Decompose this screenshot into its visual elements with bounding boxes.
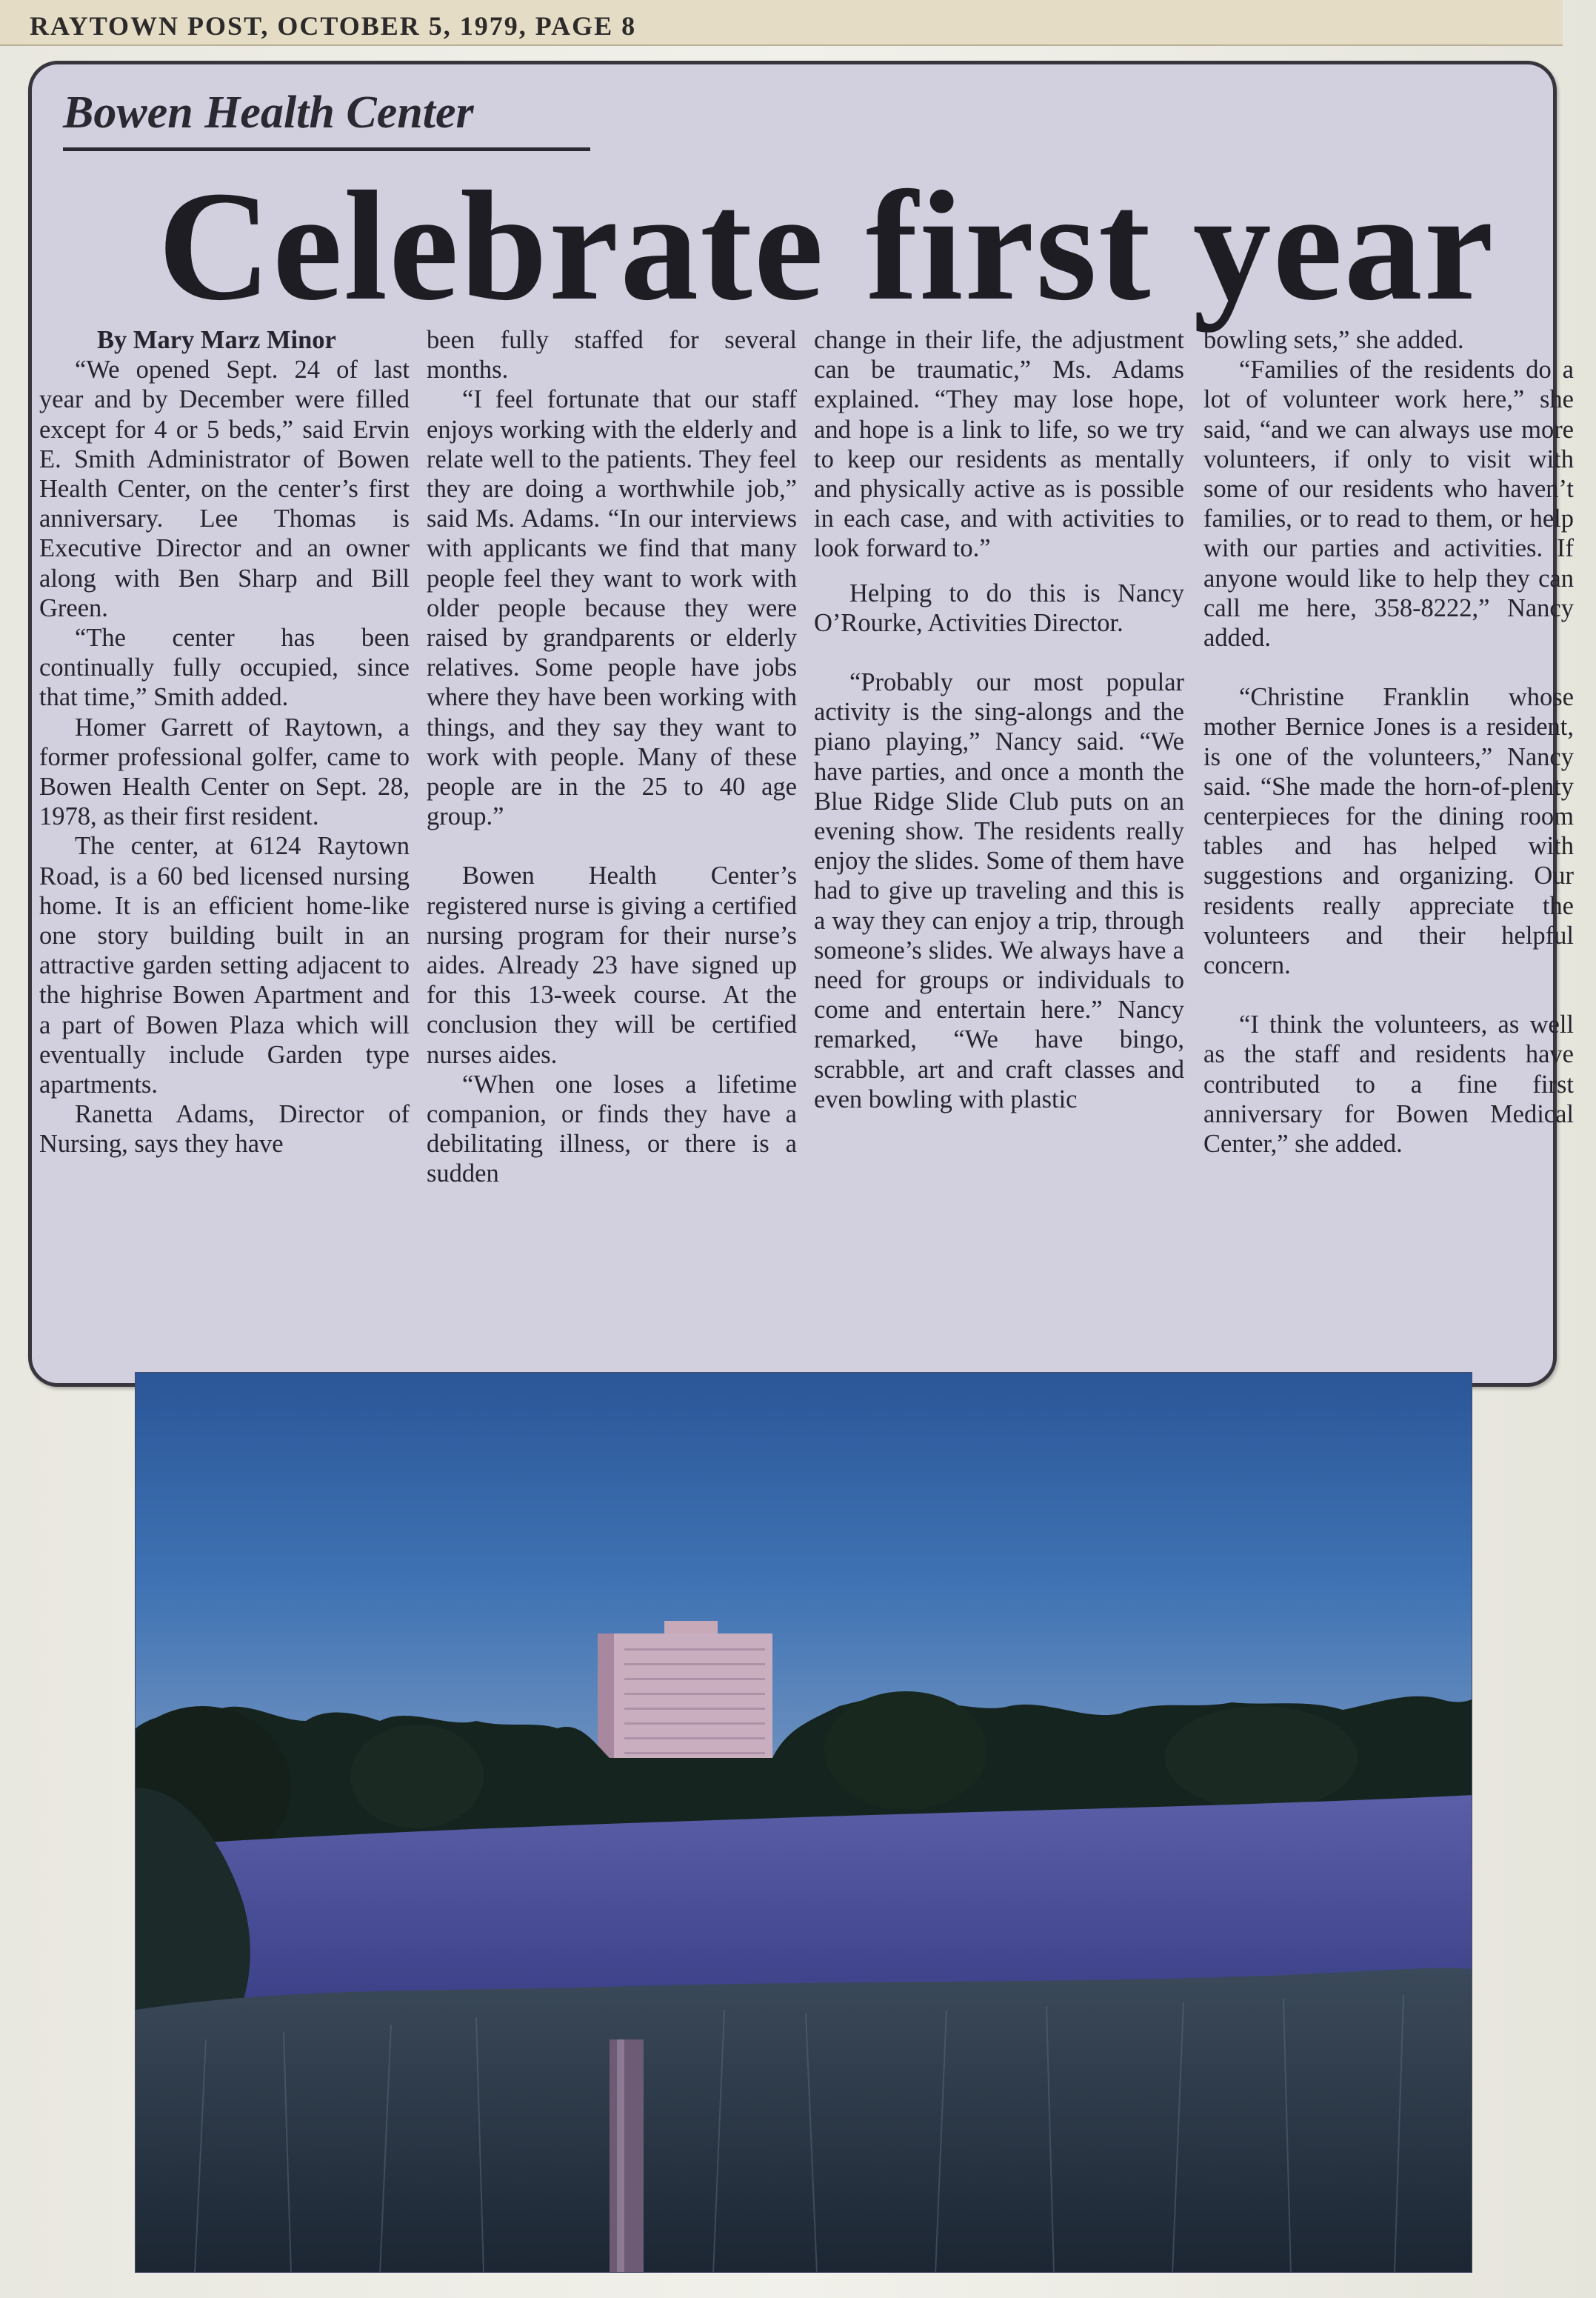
fence-post-highlight <box>617 2039 624 2273</box>
paragraph: “Probably our most popular activity is the sing-alongs and the piano playing,” Nancy said. “We have parties, and once a month the Blue Ridge Slide Club puts on an evening show. The residents really enjoy the slides. Some of them have had to give up traveling and this is a way they can enjoy a trip, through someone’s slides. We always have a need for groups or individuals to come and entertain here.” Nancy remarked, “We have bingo, scrabble, art and craft classes and even bowling with plastic <box>814 668 1184 1113</box>
paragraph-gap <box>1203 980 1574 1010</box>
headline: Celebrate first year <box>158 159 1495 333</box>
paragraph-gap <box>814 564 1184 579</box>
article-body <box>39 325 1574 1377</box>
tree <box>824 1691 987 1810</box>
byline: By Mary Marz Minor <box>97 326 336 354</box>
paragraph-gap <box>814 638 1184 667</box>
newspaper-header-strip <box>0 0 1563 46</box>
tree <box>1165 1706 1358 1810</box>
section-kicker: Bowen Health Center <box>63 87 474 138</box>
article-column-4 <box>1203 325 1574 1159</box>
paragraph-gap <box>1203 653 1574 682</box>
paragraph: “Christine Franklin whose mother Bernice Jones is a resident, is one of the volunteers,” Nancy said. “She made the horn-of-plenty centerpieces for the dining room tables and has helped with suggestions and organizing. Our residents really appreciate the volunteers and their helpful concern. <box>1203 683 1574 980</box>
highrise-building <box>598 1621 772 1774</box>
article-column-1 <box>39 325 410 1159</box>
paragraph: The center, at 6124 Raytown Road, is a 60 bed licensed nursing home. It is an efficient home-like one story building built in an attractive garden setting adjacent to the highrise Bowen Apartment and a part of Bowen Plaza which will eventually include Garden type apartments. <box>39 832 410 1099</box>
paragraph: bowling sets,” she added. <box>1203 326 1464 354</box>
article-column-2 <box>427 325 797 1189</box>
paragraph: change in their life, the adjustment can be traumatic,” Ms. Adams explained. “They may lose hope, and hope is a link to life, so we try to keep our residents as mentally and physically active as is possible in each case, and with activities to look forward to.” <box>814 326 1184 563</box>
paragraph: “I feel fortunate that our staff enjoys working with the elderly and relate well to the patients. They feel they are doing a worthwhile job,” said Ms. Adams. “In our interviews with applicants we find that many people feel they want to work with older people because they were raised by grandparents or elderly relatives. Some people have jobs where they have been working with things, and they say they want to work with people. Many of these people are in the 25 to 40 age group.” <box>427 385 797 831</box>
paragraph: “I think the volunteers, as well as the staff and residents have contributed to a fine first anniversary for Bowen Medical Center,” she added. <box>1203 1010 1574 1159</box>
paragraph: “We opened Sept. 24 of last year and by December were filled except for 4 or 5 beds,” said Ervin E. Smith Administrator of Bowen Health Center, on the center’s first anniversary. Lee Thomas is Executive Director and an owner along with Ben Sharp and Bill Green. <box>39 356 410 622</box>
paragraph: “Families of the residents do a lot of volunteer work here,” she said, “and we can always use more volunteers, if only to visit with some of our residents who haven’t families, or to read to them, or help with our parties and activities. If anyone would like to help they can call me here, 358-8222,” Nancy added. <box>1203 356 1574 653</box>
kicker-underline <box>63 147 590 151</box>
foreground-weeds <box>136 1968 1472 2273</box>
paragraph: Bowen Health Center’s registered nurse is giving a certified nursing program for their nurse’s aides. Already 23 have signed up for this 13-week course. At the conclusion they will be certified nurses aides. <box>427 862 797 1069</box>
landscape-photo <box>136 1373 1472 2273</box>
paragraph: been fully staffed for several months. <box>427 326 797 384</box>
paragraph: Ranetta Adams, Director of Nursing, says they have <box>39 1100 410 1159</box>
sky <box>136 1373 1472 1758</box>
paragraph: Helping to do this is Nancy O’Rourke, Activities Director. <box>814 579 1184 637</box>
paragraph: “When one loses a lifetime companion, or finds they have a debilitating illness, or there is a sudden <box>427 1070 797 1188</box>
photograph-bowen-apartments <box>135 1372 1472 2273</box>
fence-post <box>610 2039 644 2273</box>
page-header: RAYTOWN POST, OCTOBER 5, 1979, PAGE 8 <box>30 11 637 41</box>
tree <box>350 1725 484 1828</box>
paragraph: “The center has been continually fully occupied, since that time,” Smith added. <box>39 624 410 712</box>
newspaper-clipping <box>28 61 1574 1387</box>
paragraph-gap <box>427 831 797 861</box>
article-column-3 <box>814 325 1184 1114</box>
paragraph: Homer Garrett of Raytown, a former professional golfer, came to Bowen Health Center on Sept. 28, 1978, as their first resident. <box>39 713 410 831</box>
